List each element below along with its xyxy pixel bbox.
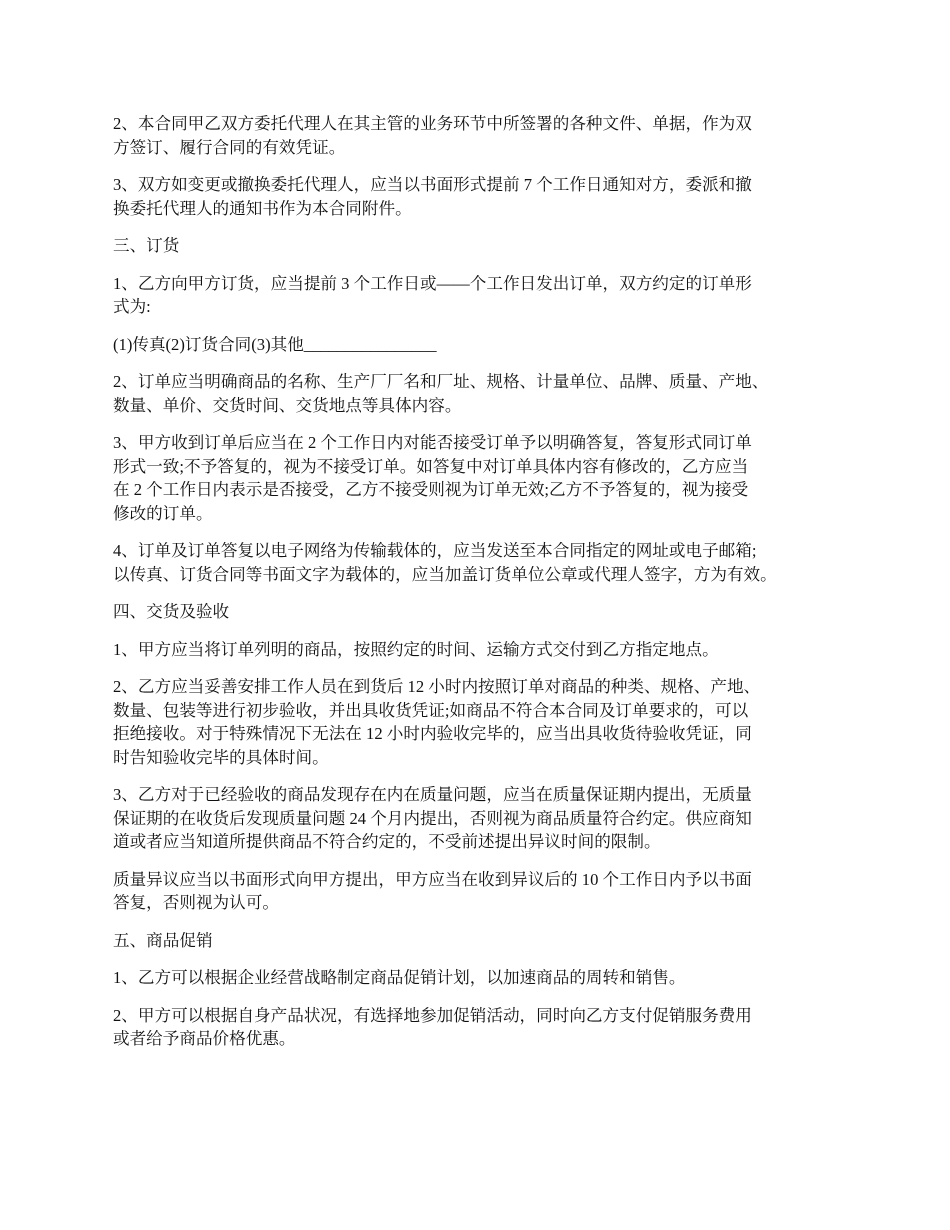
ordering-clause-1: 1、乙方向甲方订货，应当提前 3 个工作日或——个工作日发出订单，双方约定的订单形 式为: (113, 273, 752, 316)
promotion-clause-2: 2、甲方可以根据自身产品状况，有选择地参加促销活动，同时向乙方支付促销服务费用 或者给予商品价格优惠。 (113, 1005, 752, 1048)
clause-3-proxy-change: 3、双方如变更或撤换委托代理人，应当以书面形式提前 7 个工作日通知对方，委派和撤 换委托代理人的通知书作为本合同附件。 (113, 175, 752, 218)
clause-2-proxy-documents: 2、本合同甲乙双方委托代理人在其主管的业务环节中所签署的各种文件、单据，作为双 方签订、履行合同的有效凭证。 (113, 114, 752, 157)
delivery-clause-2: 2、乙方应当妥善安排工作人员在到货后 12 小时内按照订单对商品的种类、规格、产地、 数量、包装等进行初步验收，并出具收货凭证;如商品不符合本合同及订单要求的，可以 拒绝接收。对于特殊情况下无法在 12 小时内验收完毕的，应当出具收货待验收凭证，同 时告知验收完毕的具体时间。 (113, 677, 761, 767)
ordering-clause-4: 4、订单及订单答复以电子网络为传输载体的，应当发送至本合同指定的网址或电子邮箱; 以传真、订货合同等书面文字为载体的，应当加盖订货单位公章或代理人签字，方为有效。 (113, 541, 777, 584)
ordering-form-options: (1)传真(2)订货合同(3)其他________________ (113, 334, 437, 354)
ordering-clause-2: 2、订单应当明确商品的名称、生产厂厂名和厂址、规格、计量单位、品牌、质量、产地、 数量、单价、交货时间、交货地点等具体内容。 (113, 372, 769, 415)
delivery-clause-3: 3、乙方对于已经验收的商品发现存在内在质量问题，应当在质量保证期内提出，无质量 保证期的在收货后发现质量问题 24 个月内提出，否则视为商品质量符合约定。供应商知 道或者应当知道所提供商品不符合约定的，不受前述提出异议时间的限制。 (113, 785, 752, 851)
document-page (113, 112, 858, 1065)
ordering-clause-3: 3、甲方收到订单后应当在 2 个工作日内对能否接受订单予以明确答复，答复形式同订单 形式一致;不予答复的，视为不接受订单。如答复中对订单具体内容有修改的，乙方应当 在 2 个工作日内表示是否接受，乙方不接受则视为订单无效;乙方不予答复的，视为接受 修改的订单。 (113, 433, 752, 523)
quality-objection-clause: 质量异议应当以书面形式向甲方提出，甲方应当在收到异议后的 10 个工作日内予以书面 答复，否则视为认可。 (113, 869, 752, 912)
section-heading-promotion: 五、商品促销 (113, 930, 213, 950)
delivery-clause-1: 1、甲方应当将订单列明的商品，按照约定的时间、运输方式交付到乙方指定地点。 (113, 639, 719, 659)
promotion-clause-1: 1、乙方可以根据企业经营战略制定商品促销计划，以加速商品的周转和销售。 (113, 968, 686, 987)
section-heading-ordering: 三、订货 (113, 236, 180, 255)
section-heading-delivery: 四、交货及验收 (113, 602, 230, 621)
